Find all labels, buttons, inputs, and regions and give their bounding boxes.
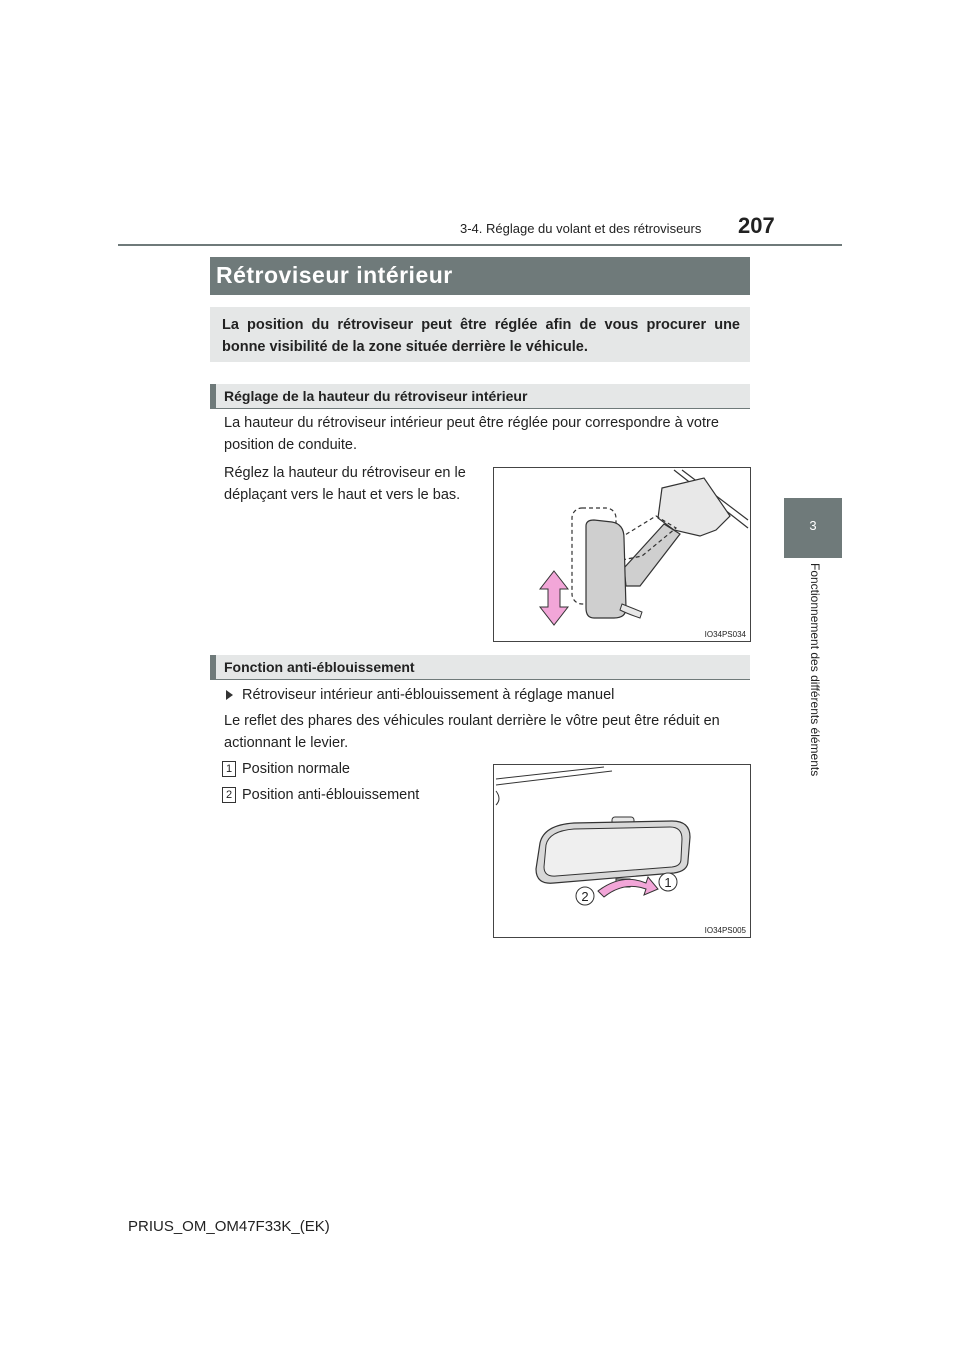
section2-para-line2: actionnant le levier. — [224, 735, 349, 751]
footer-code: PRIUS_OM_OM47F33K_(EK) — [128, 1218, 330, 1235]
item-label-1: Position normale — [242, 761, 350, 777]
item-number-2: 2 — [222, 787, 236, 803]
figure1-code: IO34PS034 — [704, 630, 746, 639]
section2-heading: Fonction anti-éblouissement — [224, 659, 415, 675]
figure-mirror-height — [493, 467, 751, 642]
section-header: 3-4. Réglage du volant et des rétroviseurs — [460, 221, 702, 236]
page-title: Rétroviseur intérieur — [216, 262, 453, 288]
section1-para1-line2: position de conduite. — [224, 437, 358, 453]
figure-label-2: 2 — [581, 889, 589, 904]
figure-antiglare — [493, 764, 751, 938]
intro-text: La position du rétroviseur peut être réglée afin de vous procurer une bonne visibilité de la zone située derrière le véhicule. — [222, 317, 740, 355]
double-arrow-icon — [540, 571, 568, 625]
chapter-number: 3 — [809, 518, 817, 533]
section2-heading-marker — [210, 655, 216, 680]
header-rule — [118, 244, 842, 246]
section2-para-line1: Le reflet des phares des véhicules roulant derrière le vôtre peut être réduit en — [224, 713, 720, 729]
page-number: 207 — [738, 213, 775, 238]
chapter-label: Fonctionnement des différents éléments — [808, 563, 822, 777]
section2-bullet: Rétroviseur intérieur anti-éblouissement à réglage manuel — [242, 687, 615, 703]
section1-para1-line1: La hauteur du rétroviseur intérieur peut être réglée pour correspondre à votre — [224, 415, 719, 431]
antiglare-illustration — [494, 765, 750, 937]
section1-heading: Réglage de la hauteur du rétroviseur intérieur — [224, 388, 528, 404]
section1-heading-marker — [210, 384, 216, 409]
bullet-triangle-icon — [226, 690, 233, 700]
figure-label-1: 1 — [664, 875, 672, 890]
section1-para2-line2: déplaçant vers le haut et vers le bas. — [224, 487, 461, 503]
figure2-code: IO34PS005 — [704, 926, 746, 935]
section1-para2-line1: Réglez la hauteur du rétroviseur en le — [224, 465, 466, 481]
item-number-1: 1 — [222, 761, 236, 777]
tilt-arrow-icon — [598, 877, 658, 897]
mirror-height-illustration — [494, 468, 750, 641]
item-label-2: Position anti-éblouissement — [242, 787, 420, 803]
